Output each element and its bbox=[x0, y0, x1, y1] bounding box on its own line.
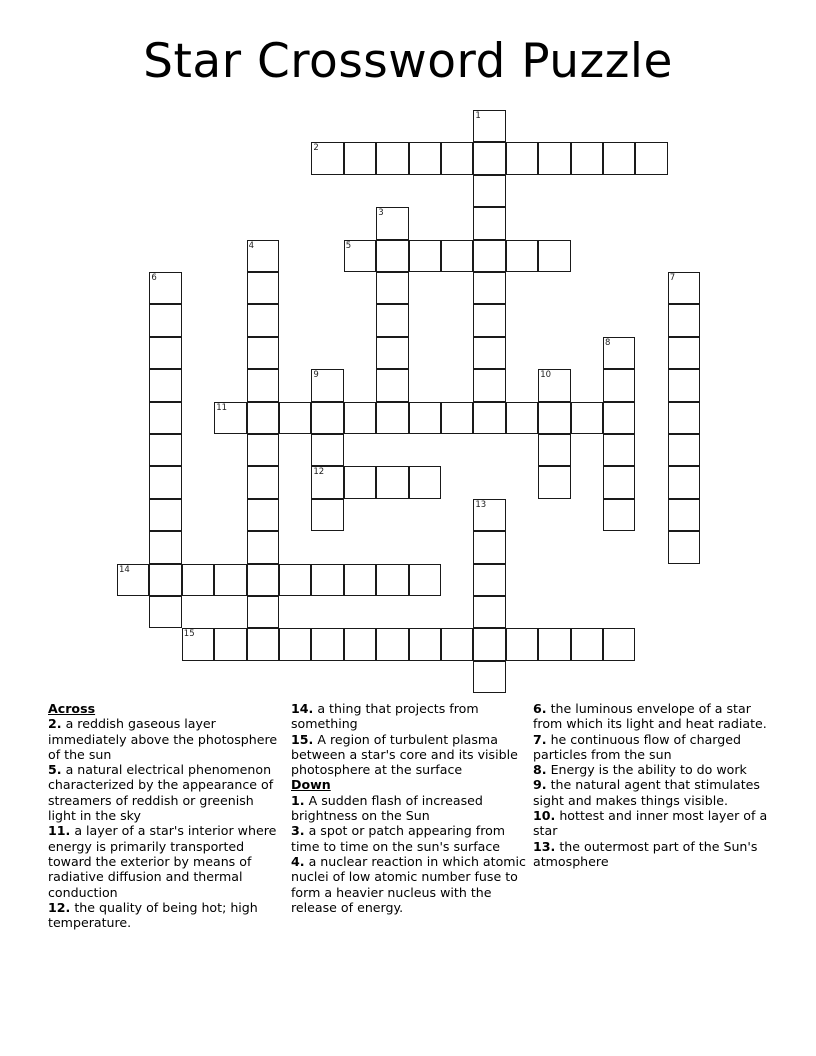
crossword-cell[interactable] bbox=[473, 175, 505, 207]
clue-number: 5. bbox=[48, 762, 62, 778]
crossword-cell[interactable] bbox=[149, 596, 181, 628]
cell-number: 1 bbox=[475, 111, 481, 121]
crossword-cell[interactable] bbox=[247, 369, 279, 401]
cell-number: 7 bbox=[669, 273, 676, 283]
crossword-cell[interactable] bbox=[409, 466, 441, 498]
crossword-cell[interactable] bbox=[668, 304, 700, 336]
crossword-cell[interactable] bbox=[506, 628, 538, 660]
crossword-cell[interactable] bbox=[603, 337, 635, 369]
clue-number: 14. bbox=[291, 701, 314, 716]
crossword-cell[interactable] bbox=[279, 564, 311, 596]
crossword-cell[interactable] bbox=[149, 337, 181, 369]
crossword-cell[interactable] bbox=[538, 240, 570, 272]
crossword-cell[interactable] bbox=[247, 337, 279, 369]
crossword-cell[interactable] bbox=[668, 531, 700, 563]
crossword-cell[interactable] bbox=[247, 596, 279, 628]
clue-down-8 bbox=[533, 762, 773, 777]
across-heading: Across bbox=[48, 701, 96, 716]
clue-number: 6. bbox=[533, 701, 547, 716]
crossword-cell[interactable] bbox=[149, 272, 181, 304]
crossword-cell[interactable] bbox=[279, 402, 311, 434]
clue-across-5 bbox=[48, 762, 283, 823]
crossword-cell[interactable] bbox=[506, 240, 538, 272]
crossword-cell[interactable] bbox=[538, 369, 570, 401]
clue-text: a layer of a star's interior where energy is primarily transported toward the exterior by means of radiative diffusion and thermal conduction bbox=[48, 823, 277, 900]
crossword-cell[interactable] bbox=[473, 272, 505, 304]
cell-number: 13 bbox=[475, 499, 487, 510]
crossword-cell[interactable] bbox=[344, 466, 376, 498]
crossword-cell[interactable] bbox=[376, 304, 408, 336]
crossword-cell[interactable] bbox=[311, 369, 343, 401]
crossword-cell[interactable] bbox=[376, 628, 408, 660]
crossword-cell[interactable] bbox=[409, 402, 441, 434]
crossword-cell[interactable] bbox=[668, 337, 700, 369]
crossword-cell[interactable] bbox=[247, 272, 279, 304]
crossword-cell[interactable] bbox=[149, 531, 181, 563]
cell-number: 10 bbox=[540, 370, 552, 381]
crossword-cell[interactable] bbox=[441, 142, 473, 174]
clue-text: a reddish gaseous layer immediately above the photosphere of the sun bbox=[48, 716, 278, 762]
crossword-cell[interactable] bbox=[182, 628, 214, 660]
crossword-cell[interactable] bbox=[473, 531, 505, 563]
crossword-cell[interactable] bbox=[247, 402, 279, 434]
crossword-cell[interactable] bbox=[668, 402, 700, 434]
clues-column-1 bbox=[48, 701, 283, 930]
clue-down-7 bbox=[533, 732, 773, 763]
clue-number: 7. bbox=[533, 731, 547, 747]
crossword-cell[interactable] bbox=[473, 110, 505, 142]
clue-down-3 bbox=[291, 823, 528, 854]
crossword-cell[interactable] bbox=[473, 369, 505, 401]
clue-text: a natural electrical phenomenon characterized by the appearance of streamers of reddish or greenish light in the sky bbox=[48, 762, 274, 824]
crossword-cell[interactable] bbox=[247, 531, 279, 563]
crossword-cell[interactable] bbox=[441, 240, 473, 272]
crossword-cell[interactable] bbox=[538, 466, 570, 498]
cell-number: 3 bbox=[378, 208, 384, 219]
cell-number: 12 bbox=[313, 467, 325, 478]
crossword-cell[interactable] bbox=[247, 240, 279, 272]
crossword-cell[interactable] bbox=[473, 661, 505, 693]
crossword-cell[interactable] bbox=[603, 628, 635, 660]
cell-number: 11 bbox=[216, 402, 228, 413]
crossword-cell[interactable] bbox=[149, 564, 181, 596]
crossword-cell[interactable] bbox=[311, 564, 343, 596]
clues-column-3 bbox=[533, 701, 773, 869]
crossword-cell[interactable] bbox=[668, 434, 700, 466]
clue-down-4 bbox=[291, 854, 528, 915]
clue-number: 9. bbox=[533, 777, 547, 793]
crossword-cell[interactable] bbox=[311, 434, 343, 466]
crossword-cell[interactable] bbox=[473, 207, 505, 239]
crossword-cell[interactable] bbox=[149, 499, 181, 531]
crossword-cell[interactable] bbox=[311, 402, 343, 434]
crossword-cell[interactable] bbox=[149, 466, 181, 498]
crossword-cell[interactable] bbox=[538, 402, 570, 434]
clue-number: 13. bbox=[533, 838, 556, 854]
crossword-cell[interactable] bbox=[376, 142, 408, 174]
crossword-cell[interactable] bbox=[473, 628, 505, 660]
crossword-cell[interactable] bbox=[376, 207, 408, 239]
crossword-cell[interactable] bbox=[376, 402, 408, 434]
crossword-cell[interactable] bbox=[473, 142, 505, 174]
crossword-cell[interactable] bbox=[376, 272, 408, 304]
clue-across-14 bbox=[291, 701, 528, 732]
cell-number: 9 bbox=[313, 370, 319, 381]
clue-number: 12. bbox=[48, 899, 71, 915]
clue-down-1 bbox=[291, 793, 528, 824]
crossword-cell[interactable] bbox=[214, 402, 246, 434]
clue-number: 3. bbox=[291, 823, 305, 839]
clue-text: hottest and inner most layer of a star bbox=[533, 808, 768, 839]
crossword-cell[interactable] bbox=[473, 304, 505, 336]
crossword-cell[interactable] bbox=[571, 628, 603, 660]
clue-number: 11. bbox=[48, 823, 71, 839]
clue-text: A region of turbulent plasma between a star's core and its visible photosphere at the surface bbox=[291, 731, 518, 778]
clue-across-11 bbox=[48, 823, 283, 899]
crossword-cell[interactable] bbox=[376, 466, 408, 498]
clue-text: a nuclear reaction in which atomic nuclei of low atomic number fuse to form a heavier nucleus with the release of energy. bbox=[291, 853, 526, 915]
crossword-cell[interactable] bbox=[247, 499, 279, 531]
clue-across-15 bbox=[291, 732, 528, 778]
crossword-cell[interactable] bbox=[603, 402, 635, 434]
cell-number: 15 bbox=[183, 629, 195, 640]
crossword-cell[interactable] bbox=[311, 628, 343, 660]
clue-down-6 bbox=[533, 701, 773, 732]
clue-down-13 bbox=[533, 839, 773, 870]
clue-number: 4. bbox=[291, 853, 305, 869]
clue-text: A sudden flash of increased brightness on the Sun bbox=[291, 792, 483, 824]
crossword-cell[interactable] bbox=[149, 304, 181, 336]
clue-across-2 bbox=[48, 716, 283, 762]
crossword-cell[interactable] bbox=[603, 369, 635, 401]
clue-across-12 bbox=[48, 900, 283, 931]
crossword-cell[interactable] bbox=[441, 628, 473, 660]
crossword-cell[interactable] bbox=[311, 142, 343, 174]
crossword-cell[interactable] bbox=[473, 402, 505, 434]
crossword-cell[interactable] bbox=[473, 337, 505, 369]
clues-column-2 bbox=[291, 701, 528, 915]
crossword-cell[interactable] bbox=[247, 434, 279, 466]
crossword-cell[interactable] bbox=[117, 564, 149, 596]
cell-number: 5 bbox=[345, 240, 352, 251]
crossword-cell[interactable] bbox=[149, 434, 181, 466]
crossword-cell[interactable] bbox=[473, 499, 505, 531]
crossword-cell[interactable] bbox=[311, 499, 343, 531]
crossword-cell[interactable] bbox=[344, 402, 376, 434]
crossword-cell[interactable] bbox=[538, 142, 570, 174]
crossword-cell[interactable] bbox=[603, 466, 635, 498]
clue-number: 8. bbox=[533, 762, 547, 778]
crossword-cell[interactable] bbox=[473, 564, 505, 596]
crossword-cell[interactable] bbox=[603, 434, 635, 466]
crossword-cell[interactable] bbox=[473, 596, 505, 628]
crossword-cell[interactable] bbox=[376, 564, 408, 596]
clue-text: a thing that projects from something bbox=[291, 701, 479, 732]
page-title: Star Crossword Puzzle bbox=[143, 34, 673, 89]
crossword-cell[interactable] bbox=[279, 628, 311, 660]
crossword-cell[interactable] bbox=[635, 142, 667, 174]
crossword-cell[interactable] bbox=[214, 564, 246, 596]
crossword-cell[interactable] bbox=[344, 564, 376, 596]
crossword-cell[interactable] bbox=[668, 272, 700, 304]
crossword-cell[interactable] bbox=[247, 304, 279, 336]
cell-number: 8 bbox=[605, 337, 611, 348]
crossword-cell[interactable] bbox=[311, 466, 343, 498]
clue-text: he continuous flow of charged particles from the sun bbox=[533, 731, 741, 762]
crossword-cell[interactable] bbox=[247, 628, 279, 660]
clue-text: Energy is the ability to do work bbox=[550, 762, 747, 778]
crossword-cell[interactable] bbox=[376, 240, 408, 272]
down-heading: Down bbox=[291, 777, 331, 793]
crossword-cell[interactable] bbox=[344, 142, 376, 174]
clue-down-10 bbox=[533, 808, 773, 839]
crossword-cell[interactable] bbox=[571, 402, 603, 434]
crossword-cell[interactable] bbox=[668, 499, 700, 531]
cell-number: 2 bbox=[313, 143, 319, 154]
crossword-cell[interactable] bbox=[247, 564, 279, 596]
clue-number: 2. bbox=[48, 716, 62, 732]
cell-number: 14 bbox=[119, 564, 130, 575]
crossword-cell[interactable] bbox=[149, 369, 181, 401]
crossword-cell[interactable] bbox=[409, 564, 441, 596]
crossword-cell[interactable] bbox=[668, 369, 700, 401]
clue-text: the outermost part of the Sun's atmosphere bbox=[533, 838, 758, 869]
crossword-cell[interactable] bbox=[603, 499, 635, 531]
crossword-cell[interactable] bbox=[441, 402, 473, 434]
crossword-cell[interactable] bbox=[344, 628, 376, 660]
crossword-cell[interactable] bbox=[409, 142, 441, 174]
crossword-cell[interactable] bbox=[182, 564, 214, 596]
clue-text: the natural agent that stimulates sight and makes things visible. bbox=[533, 777, 760, 808]
cell-number: 6 bbox=[151, 273, 157, 283]
clue-text: a spot or patch appearing from time to time on the sun's surface bbox=[291, 823, 506, 854]
crossword-cell[interactable] bbox=[247, 466, 279, 498]
crossword-cell[interactable] bbox=[409, 240, 441, 272]
crossword-cell[interactable] bbox=[149, 402, 181, 434]
crossword-cell[interactable] bbox=[506, 402, 538, 434]
clue-text: the quality of being hot; high temperature. bbox=[48, 899, 258, 931]
crossword-cell[interactable] bbox=[538, 434, 570, 466]
clue-text: the luminous envelope of a star from which its light and heat radiate. bbox=[533, 701, 767, 732]
clue-down-9 bbox=[533, 777, 773, 808]
crossword-cell[interactable] bbox=[344, 240, 376, 272]
crossword-cell[interactable] bbox=[668, 466, 700, 498]
crossword-cell[interactable] bbox=[376, 369, 408, 401]
crossword-cell[interactable] bbox=[538, 628, 570, 660]
clue-number: 1. bbox=[291, 792, 305, 808]
crossword-cell[interactable] bbox=[571, 142, 603, 174]
crossword-cell[interactable] bbox=[603, 142, 635, 174]
crossword-cell[interactable] bbox=[409, 628, 441, 660]
crossword-cell[interactable] bbox=[473, 240, 505, 272]
clue-number: 10. bbox=[533, 808, 556, 824]
crossword-cell[interactable] bbox=[376, 337, 408, 369]
clue-number: 15. bbox=[291, 731, 314, 747]
crossword-cell[interactable] bbox=[214, 628, 246, 660]
crossword-cell[interactable] bbox=[506, 142, 538, 174]
cell-number: 4 bbox=[248, 240, 255, 251]
